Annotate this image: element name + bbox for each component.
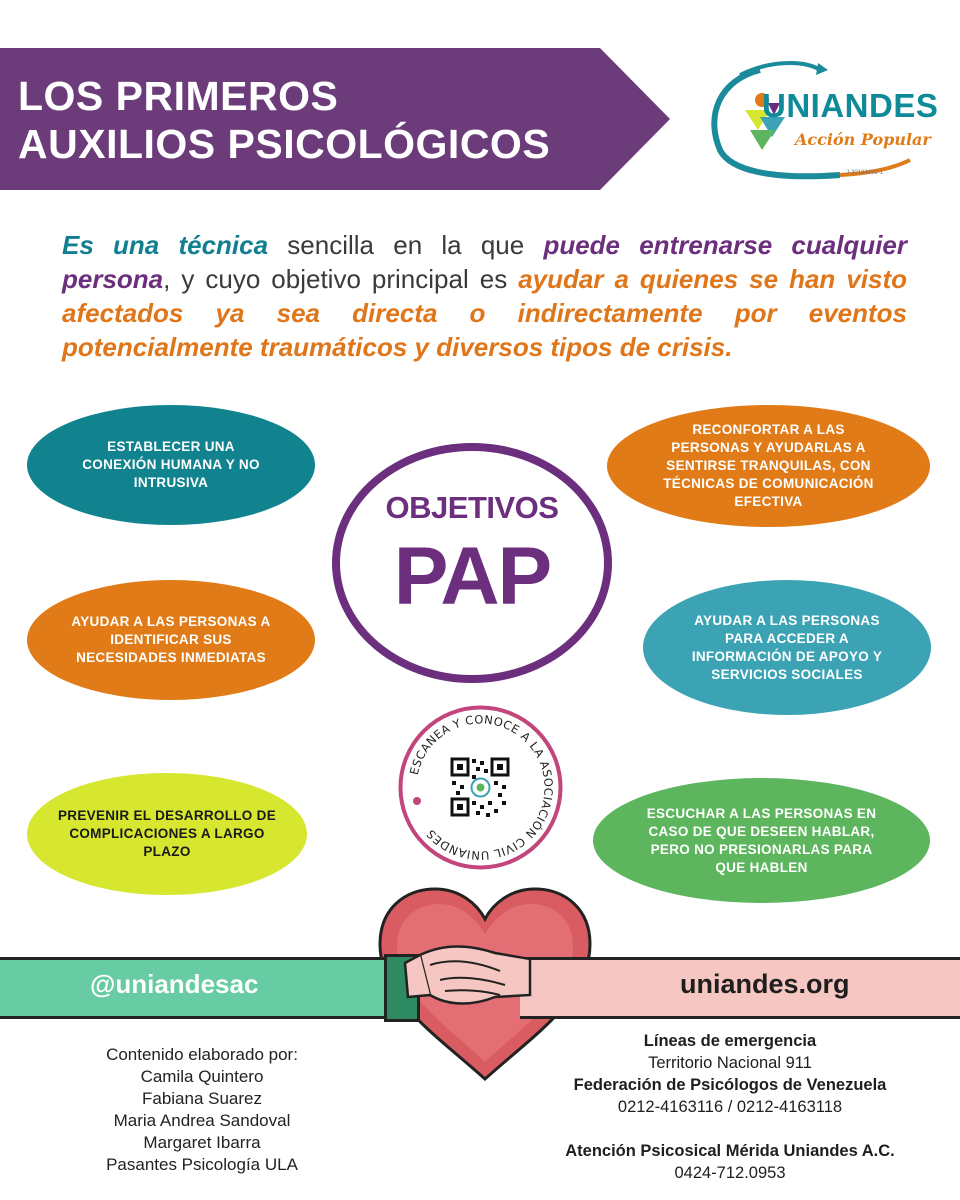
- objective-text: AYUDAR A LAS PERSONAS A IDENTIFICAR SUS NECESIDADES INMEDIATAS: [71, 614, 271, 665]
- objective-text: ESCUCHAR A LAS PERSONAS EN CASO DE QUE DESEEN HABLAR, PERO NO PRESIONARLAS PARA QUE HABLEN: [646, 805, 877, 875]
- objective-needs: [27, 580, 315, 700]
- objectives-label: OBJETIVOS: [385, 490, 559, 525]
- logo-tagline: Acción Popular: [795, 130, 931, 149]
- page-title: [18, 72, 618, 168]
- credits-block: [42, 1044, 362, 1176]
- credit-name: Margaret Ibarra: [143, 1133, 261, 1152]
- social-handle[interactable]: @uniandesac: [90, 969, 259, 999]
- credit-name: Camila Quintero: [140, 1067, 264, 1086]
- credit-name: Pasantes Psicología ULA: [106, 1155, 298, 1174]
- federation-title: Federación de Psicólogos de Venezuela: [573, 1076, 887, 1094]
- objective-text: ESTABLECER UNA CONEXIÓN HUMANA Y NO INTRUSIVA: [82, 439, 260, 490]
- qr-code[interactable]: [398, 705, 563, 870]
- intro-part-2: sencilla en la que: [268, 230, 544, 260]
- handshake-icon: [400, 935, 570, 1015]
- merida-phone: 0424-712.0953: [674, 1164, 786, 1182]
- merida-title: Atención Psicosical Mérida Uniandes A.C.: [565, 1142, 895, 1160]
- qr-ring-text: ESCANEA Y CONOCE A LA ASOCIACIÓN CIVIL UNIANDES: [406, 712, 556, 863]
- intro-part-4: , y cuyo objetivo principal es: [163, 264, 519, 294]
- pap-acronym: PAP: [393, 531, 551, 622]
- objective-listen: [593, 778, 930, 903]
- objective-comfort: [607, 405, 930, 527]
- objective-connection: [27, 405, 315, 525]
- objective-text: PREVENIR EL DESARROLLO DE COMPLICACIONES A LARGO PLAZO: [57, 808, 277, 859]
- emergency-heading: Líneas de emergencia: [643, 1032, 817, 1050]
- intro-part-3: puede entrenarse cualquier persona: [62, 230, 907, 294]
- logo-name: UNIANDES: [762, 87, 939, 124]
- credit-name: Maria Andrea Sandoval: [113, 1111, 291, 1130]
- title-line-2: AUXILIOS PSICOLÓGICOS: [18, 121, 551, 167]
- federation-phones: 0212-4163116 / 0212-4163118: [617, 1098, 843, 1116]
- credit-name: Fabiana Suarez: [141, 1089, 263, 1108]
- emergency-national: Territorio Nacional 911: [648, 1054, 812, 1072]
- intro-paragraph: [62, 228, 907, 364]
- objective-prevention: [27, 773, 307, 895]
- objective-text: AYUDAR A LAS PERSONAS PARA ACCEDER A INFORMACIÓN DE APOYO Y SERVICIOS SOCIALES: [691, 612, 883, 682]
- credits-heading: Contenido elaborado por:: [106, 1045, 298, 1064]
- title-line-1: LOS PRIMEROS: [18, 73, 339, 119]
- website-link[interactable]: uniandes.org: [680, 969, 850, 999]
- logo-registration: J-30134472-1: [846, 170, 884, 176]
- intro-part-5: ayudar a quienes se han visto afectados ya sea directa o indirectamente por eventos potencialmente traumáticos y diversos tipos de crisis.: [62, 264, 907, 362]
- emergency-lines: [505, 1030, 955, 1184]
- objective-text: RECONFORTAR A LAS PERSONAS Y AYUDARLAS A SENTIRSE TRANQUILAS, CON TÉCNICAS DE COMUNICACIÓN EFECTIVA: [663, 422, 874, 509]
- intro-part-1: Es una técnica: [62, 230, 269, 260]
- objective-support-access: [643, 580, 931, 715]
